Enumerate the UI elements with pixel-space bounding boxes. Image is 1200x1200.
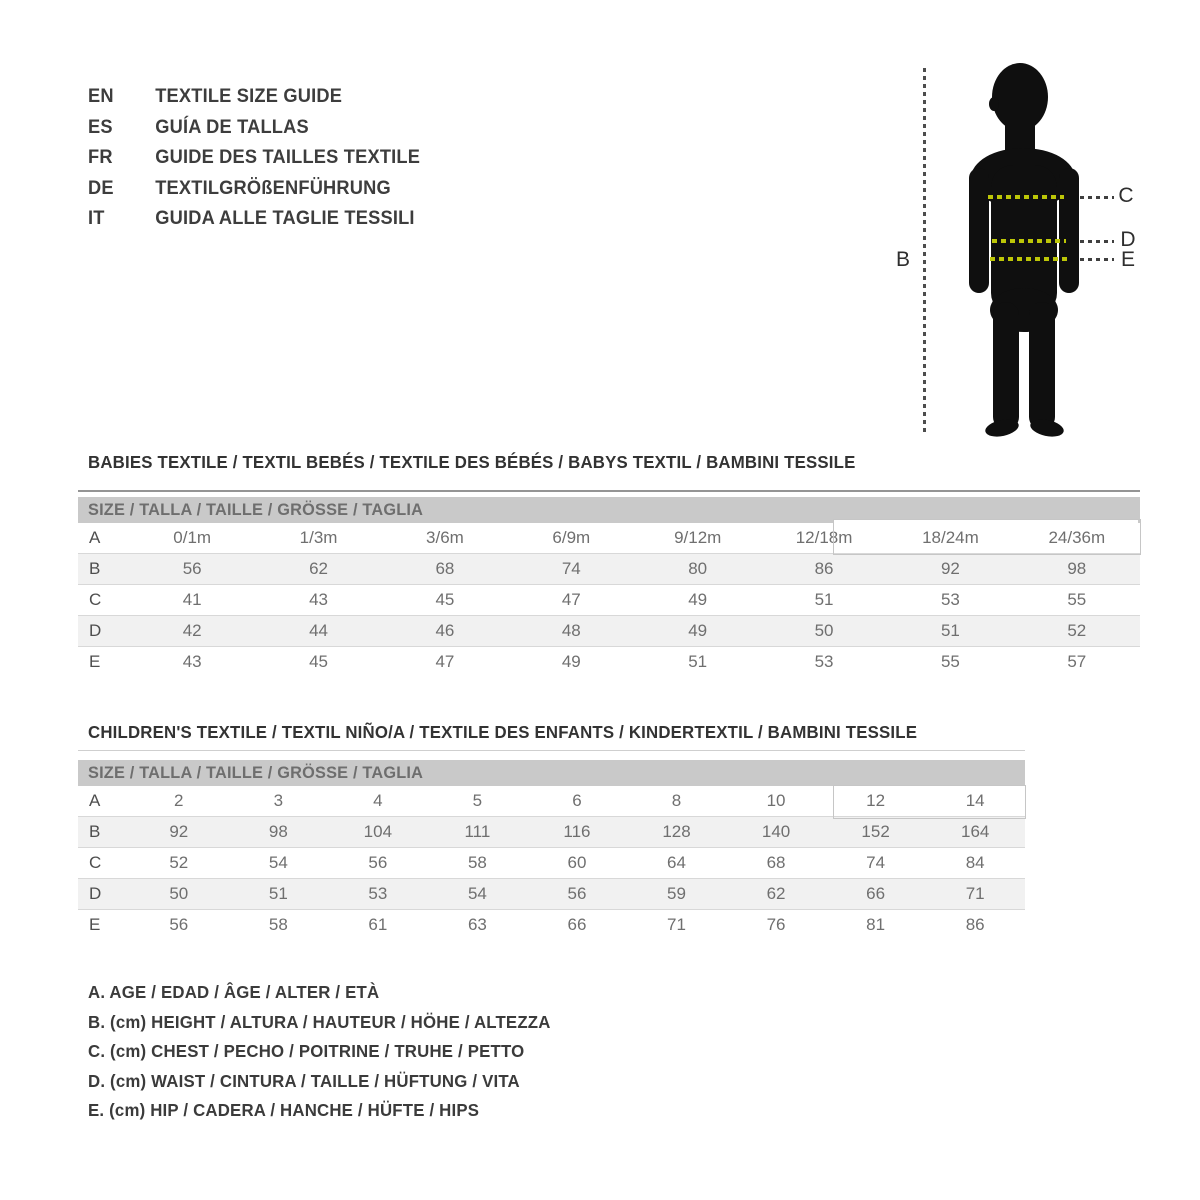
figure-label-e: E <box>1120 248 1135 271</box>
size-cell: 92 <box>887 554 1013 585</box>
size-cell: 45 <box>309 652 329 671</box>
size-cell: 55 <box>940 652 960 671</box>
children-section-title: CHILDREN'S TEXTILE / TEXTIL NIÑO/A / TEXTILE DES ENFANTS / KINDERTEXTIL / BAMBINI TESSILE <box>88 722 918 742</box>
size-cell: 45 <box>435 590 455 609</box>
language-title: GUÍA DE TALLAS <box>155 116 309 138</box>
language-title: TEXTILE SIZE GUIDE <box>155 86 343 108</box>
size-cell: 51 <box>814 590 834 609</box>
size-cell: 60 <box>567 853 587 872</box>
size-cell: 92 <box>129 817 229 848</box>
size-cell: 61 <box>368 915 388 934</box>
babies-table-header-label: SIZE / TALLA / TAILLE / GRÖSSE / TAGLIA <box>88 500 424 519</box>
figure-label-d: D <box>1120 228 1136 251</box>
row-label: B <box>78 817 129 848</box>
size-row-E <box>78 910 1025 941</box>
row-label: D <box>78 879 129 910</box>
child-silhouette <box>955 60 1095 438</box>
size-cell: 76 <box>766 915 786 934</box>
size-cell: 68 <box>382 554 508 585</box>
size-cell: 57 <box>1067 652 1087 671</box>
size-cell: 140 <box>726 817 826 848</box>
waist-leader-line <box>1080 240 1114 243</box>
size-cell: 1/3m <box>299 528 338 547</box>
size-row-C <box>78 585 1140 616</box>
size-cell: 51 <box>688 652 708 671</box>
row-label: C <box>89 853 102 872</box>
language-row <box>88 82 420 113</box>
size-cell: 80 <box>635 554 761 585</box>
size-cell: 54 <box>268 853 288 872</box>
size-cell: 116 <box>527 817 627 848</box>
babies-section-title: BABIES TEXTILE / TEXTIL BEBÉS / TEXTILE DES BÉBÉS / BABYS TEXTIL / BAMBINI TESSILE <box>88 452 856 472</box>
language-code: IT <box>88 208 105 230</box>
legend-item: E. (cm) HIP / CADERA / HANCHE / HÜFTE / HIPS <box>88 1100 480 1121</box>
size-cell: 49 <box>561 652 581 671</box>
chest-leader-line <box>1080 196 1114 199</box>
size-cell: 42 <box>129 616 255 647</box>
row-label: A <box>89 528 101 547</box>
size-row-D <box>78 879 1025 910</box>
size-row-B <box>78 554 1140 585</box>
legend-item: A. AGE / EDAD / ÂGE / ALTER / ETÀ <box>88 982 380 1003</box>
size-cell: 64 <box>667 853 686 872</box>
size-cell: 104 <box>328 817 428 848</box>
row-label: A <box>89 791 101 810</box>
size-cell: 74 <box>508 554 634 585</box>
size-cell: 10 <box>766 791 786 810</box>
size-cell: 50 <box>761 616 887 647</box>
language-list <box>88 82 420 235</box>
figure-label-c: C <box>1118 184 1134 207</box>
size-cell: 9/12m <box>674 528 722 547</box>
size-cell: 128 <box>627 817 727 848</box>
size-cell: 53 <box>940 590 960 609</box>
children-table-header <box>78 760 1025 786</box>
size-cell: 66 <box>567 915 587 934</box>
language-title: GUIDE DES TAILLES TEXTILE <box>155 147 421 169</box>
size-cell: 43 <box>309 590 329 609</box>
size-cell: 71 <box>667 915 686 934</box>
size-cell: 62 <box>255 554 381 585</box>
row-label: D <box>78 616 129 647</box>
row-label: C <box>89 590 102 609</box>
size-cell: 46 <box>382 616 508 647</box>
size-cell: 84 <box>965 853 985 872</box>
size-cell: 2 <box>174 791 184 810</box>
size-cell: 5 <box>472 791 483 810</box>
size-cell: 71 <box>925 879 1025 910</box>
language-row <box>88 113 420 144</box>
language-code: FR <box>88 147 113 169</box>
hip-measure-line <box>990 257 1068 261</box>
size-cell: 62 <box>726 879 826 910</box>
babies-highlight-box <box>833 519 1141 555</box>
language-code: DE <box>88 177 114 199</box>
legend-item: B. (cm) HEIGHT / ALTURA / HAUTEUR / HÖHE / ALTEZZA <box>88 1011 551 1032</box>
children-table-header-label: SIZE / TALLA / TAILLE / GRÖSSE / TAGLIA <box>88 763 424 782</box>
size-cell: 4 <box>373 791 383 810</box>
size-cell: 6/9m <box>552 528 591 547</box>
size-cell: 111 <box>428 817 528 848</box>
size-cell: 58 <box>268 915 288 934</box>
size-cell: 74 <box>866 853 886 872</box>
size-cell: 51 <box>887 616 1013 647</box>
size-cell: 47 <box>435 652 455 671</box>
size-cell: 49 <box>635 616 761 647</box>
size-cell: 86 <box>761 554 887 585</box>
size-cell: 18/24m <box>922 528 979 547</box>
size-row-C <box>78 848 1025 879</box>
size-cell: 14 <box>965 791 985 810</box>
language-row <box>88 204 420 235</box>
size-cell: 12 <box>866 791 886 810</box>
size-cell: 49 <box>688 590 708 609</box>
size-cell: 56 <box>368 853 388 872</box>
size-cell: 43 <box>182 652 202 671</box>
size-cell: 98 <box>229 817 329 848</box>
chest-measure-line <box>988 195 1064 199</box>
waist-measure-line <box>992 239 1066 243</box>
size-cell: 12/18m <box>795 528 853 547</box>
size-cell: 56 <box>129 554 255 585</box>
size-cell: 41 <box>182 590 202 609</box>
hip-leader-line <box>1080 258 1114 261</box>
size-cell: 50 <box>129 879 229 910</box>
language-code: ES <box>88 116 113 138</box>
size-cell: 52 <box>169 853 189 872</box>
size-cell: 81 <box>866 915 886 934</box>
size-cell: 3/6m <box>426 528 464 547</box>
size-cell: 164 <box>925 817 1025 848</box>
child-silhouette-shape <box>969 63 1079 438</box>
size-cell: 56 <box>169 915 189 934</box>
legend-item: C. (cm) CHEST / PECHO / POITRINE / TRUHE / PETTO <box>88 1041 525 1062</box>
size-cell: 63 <box>467 915 487 934</box>
size-cell: 51 <box>229 879 329 910</box>
size-cell: 68 <box>766 853 786 872</box>
row-label: B <box>78 554 129 585</box>
language-title: TEXTILGRÖßENFÜHRUNG <box>155 177 391 199</box>
size-cell: 55 <box>1067 590 1087 609</box>
row-label: E <box>89 652 101 671</box>
size-cell: 52 <box>1014 616 1140 647</box>
size-row-E <box>78 647 1140 678</box>
language-title: GUIDA ALLE TAGLIE TESSILI <box>155 208 415 230</box>
size-cell: 152 <box>826 817 926 848</box>
size-cell: 3 <box>273 791 284 810</box>
size-cell: 0/1m <box>173 528 212 547</box>
children-size-table <box>78 750 1025 940</box>
language-row <box>88 143 420 174</box>
height-measure-line <box>923 68 926 432</box>
legend-item: D. (cm) WAIST / CINTURA / TAILLE / HÜFTUNG / VITA <box>88 1070 520 1091</box>
figure-label-b: B <box>895 248 910 271</box>
size-cell: 8 <box>671 791 682 810</box>
size-cell: 58 <box>467 853 487 872</box>
language-row <box>88 174 420 205</box>
measure-legend <box>88 978 551 1126</box>
children-highlight-box <box>833 785 1026 819</box>
size-cell: 59 <box>627 879 727 910</box>
size-cell: 48 <box>508 616 634 647</box>
size-cell: 44 <box>255 616 381 647</box>
size-cell: 54 <box>428 879 528 910</box>
size-cell: 86 <box>965 915 985 934</box>
size-cell: 24/36m <box>1048 528 1106 547</box>
size-cell: 47 <box>561 590 581 609</box>
size-cell: 66 <box>826 879 926 910</box>
size-cell: 53 <box>814 652 834 671</box>
language-code: EN <box>88 86 114 108</box>
size-row-D <box>78 616 1140 647</box>
size-cell: 56 <box>527 879 627 910</box>
size-cell: 53 <box>328 879 428 910</box>
size-row-B <box>78 817 1025 848</box>
size-cell: 6 <box>572 791 582 810</box>
size-cell: 98 <box>1014 554 1140 585</box>
row-label: E <box>89 915 101 934</box>
